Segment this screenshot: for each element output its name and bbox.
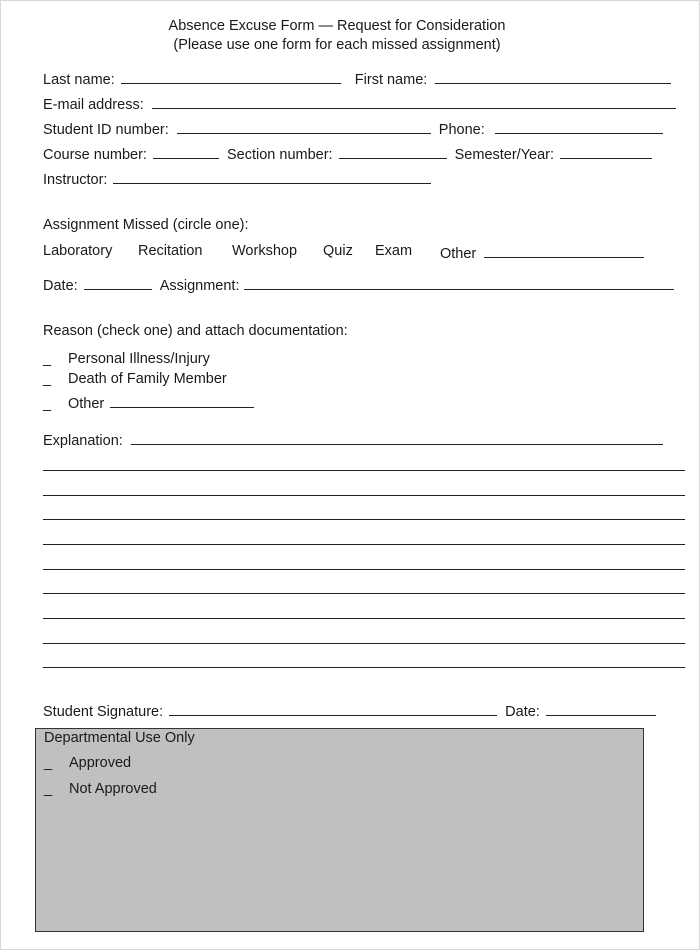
signature-date-label: Date: xyxy=(505,704,540,720)
reason-option[interactable] xyxy=(43,371,227,387)
student-id-row xyxy=(43,119,663,138)
semester-year-field[interactable] xyxy=(560,144,652,159)
assignment-option-workshop[interactable]: Workshop xyxy=(232,243,298,259)
course-number-field[interactable] xyxy=(153,144,219,159)
student-id-field[interactable] xyxy=(177,119,431,134)
email-label: E-mail address: xyxy=(43,97,144,113)
assignment-date-row xyxy=(43,275,674,294)
reason-option-label: Personal Illness/Injury xyxy=(68,351,210,367)
explanation-line[interactable] xyxy=(43,569,685,570)
signature-label: Student Signature: xyxy=(43,704,164,720)
assignment-label: Assignment: xyxy=(159,278,240,294)
explanation-label: Explanation: xyxy=(43,433,123,449)
course-number-label: Course number: xyxy=(43,147,147,163)
form-subtitle: (Please use one form for each missed assignment) xyxy=(173,37,501,53)
explanation-row xyxy=(43,430,663,449)
explanation-line[interactable] xyxy=(43,593,685,594)
reason-heading: Reason (check one) and attach documentation: xyxy=(43,323,348,339)
assignment-option-recitation[interactable]: Recitation xyxy=(138,243,203,259)
first-name-field[interactable] xyxy=(435,69,671,84)
explanation-line[interactable] xyxy=(43,643,685,644)
departmental-option-label: Not Approved xyxy=(69,781,157,797)
assignment-option-other xyxy=(440,243,644,262)
departmental-checkbox[interactable]: _ xyxy=(44,755,53,771)
name-row xyxy=(43,69,671,88)
assignment-option-exam[interactable]: Exam xyxy=(375,243,413,259)
explanation-line[interactable] xyxy=(43,519,685,520)
explanation-line[interactable] xyxy=(43,470,685,471)
section-number-label: Section number: xyxy=(227,147,333,163)
form-title: Absence Excuse Form — Request for Consideration xyxy=(168,18,506,34)
section-number-field[interactable] xyxy=(339,144,447,159)
phone-field[interactable] xyxy=(495,119,663,134)
instructor-label: Instructor: xyxy=(43,172,108,188)
reason-checkbox[interactable]: _ xyxy=(43,396,52,412)
reason-option-label: Other xyxy=(68,396,105,412)
reason-option[interactable] xyxy=(43,351,210,367)
departmental-option[interactable] xyxy=(44,755,131,771)
explanation-line[interactable] xyxy=(43,544,685,545)
departmental-option-label: Approved xyxy=(69,755,132,771)
explanation-line[interactable] xyxy=(43,495,685,496)
assignment-date-label: Date: xyxy=(43,278,78,294)
reason-other-field[interactable] xyxy=(110,393,254,408)
explanation-line[interactable] xyxy=(43,667,685,668)
phone-label: Phone: xyxy=(438,122,485,138)
reason-checkbox[interactable]: _ xyxy=(43,371,52,387)
course-row xyxy=(43,144,652,163)
departmental-use-box xyxy=(35,728,644,932)
assignment-option-laboratory[interactable]: Laboratory xyxy=(43,243,113,259)
last-name-field[interactable] xyxy=(121,69,341,84)
last-name-label: Last name: xyxy=(43,72,115,88)
assignment-option-other-label[interactable]: Other xyxy=(440,246,477,262)
semester-year-label: Semester/Year: xyxy=(454,147,555,163)
departmental-checkbox[interactable]: _ xyxy=(44,781,53,797)
signature-date-field[interactable] xyxy=(546,701,656,716)
assignment-heading: Assignment Missed (circle one): xyxy=(43,217,249,233)
first-name-label: First name: xyxy=(354,72,428,88)
signature-row xyxy=(43,701,656,720)
assignment-date-field[interactable] xyxy=(84,275,152,290)
email-row xyxy=(43,94,676,113)
instructor-row xyxy=(43,169,431,188)
explanation-field[interactable] xyxy=(131,430,663,445)
departmental-option[interactable] xyxy=(44,781,157,797)
explanation-line[interactable] xyxy=(43,618,685,619)
reason-option[interactable] xyxy=(43,393,254,412)
assignment-option-quiz[interactable]: Quiz xyxy=(323,243,353,259)
signature-field[interactable] xyxy=(169,701,497,716)
email-field[interactable] xyxy=(152,94,676,109)
departmental-heading: Departmental Use Only xyxy=(44,730,195,746)
assignment-field[interactable] xyxy=(244,275,674,290)
instructor-field[interactable] xyxy=(113,169,431,184)
assignment-other-field[interactable] xyxy=(484,243,644,258)
reason-checkbox[interactable]: _ xyxy=(43,351,52,367)
reason-option-label: Death of Family Member xyxy=(68,371,227,387)
student-id-label: Student ID number: xyxy=(43,122,169,138)
